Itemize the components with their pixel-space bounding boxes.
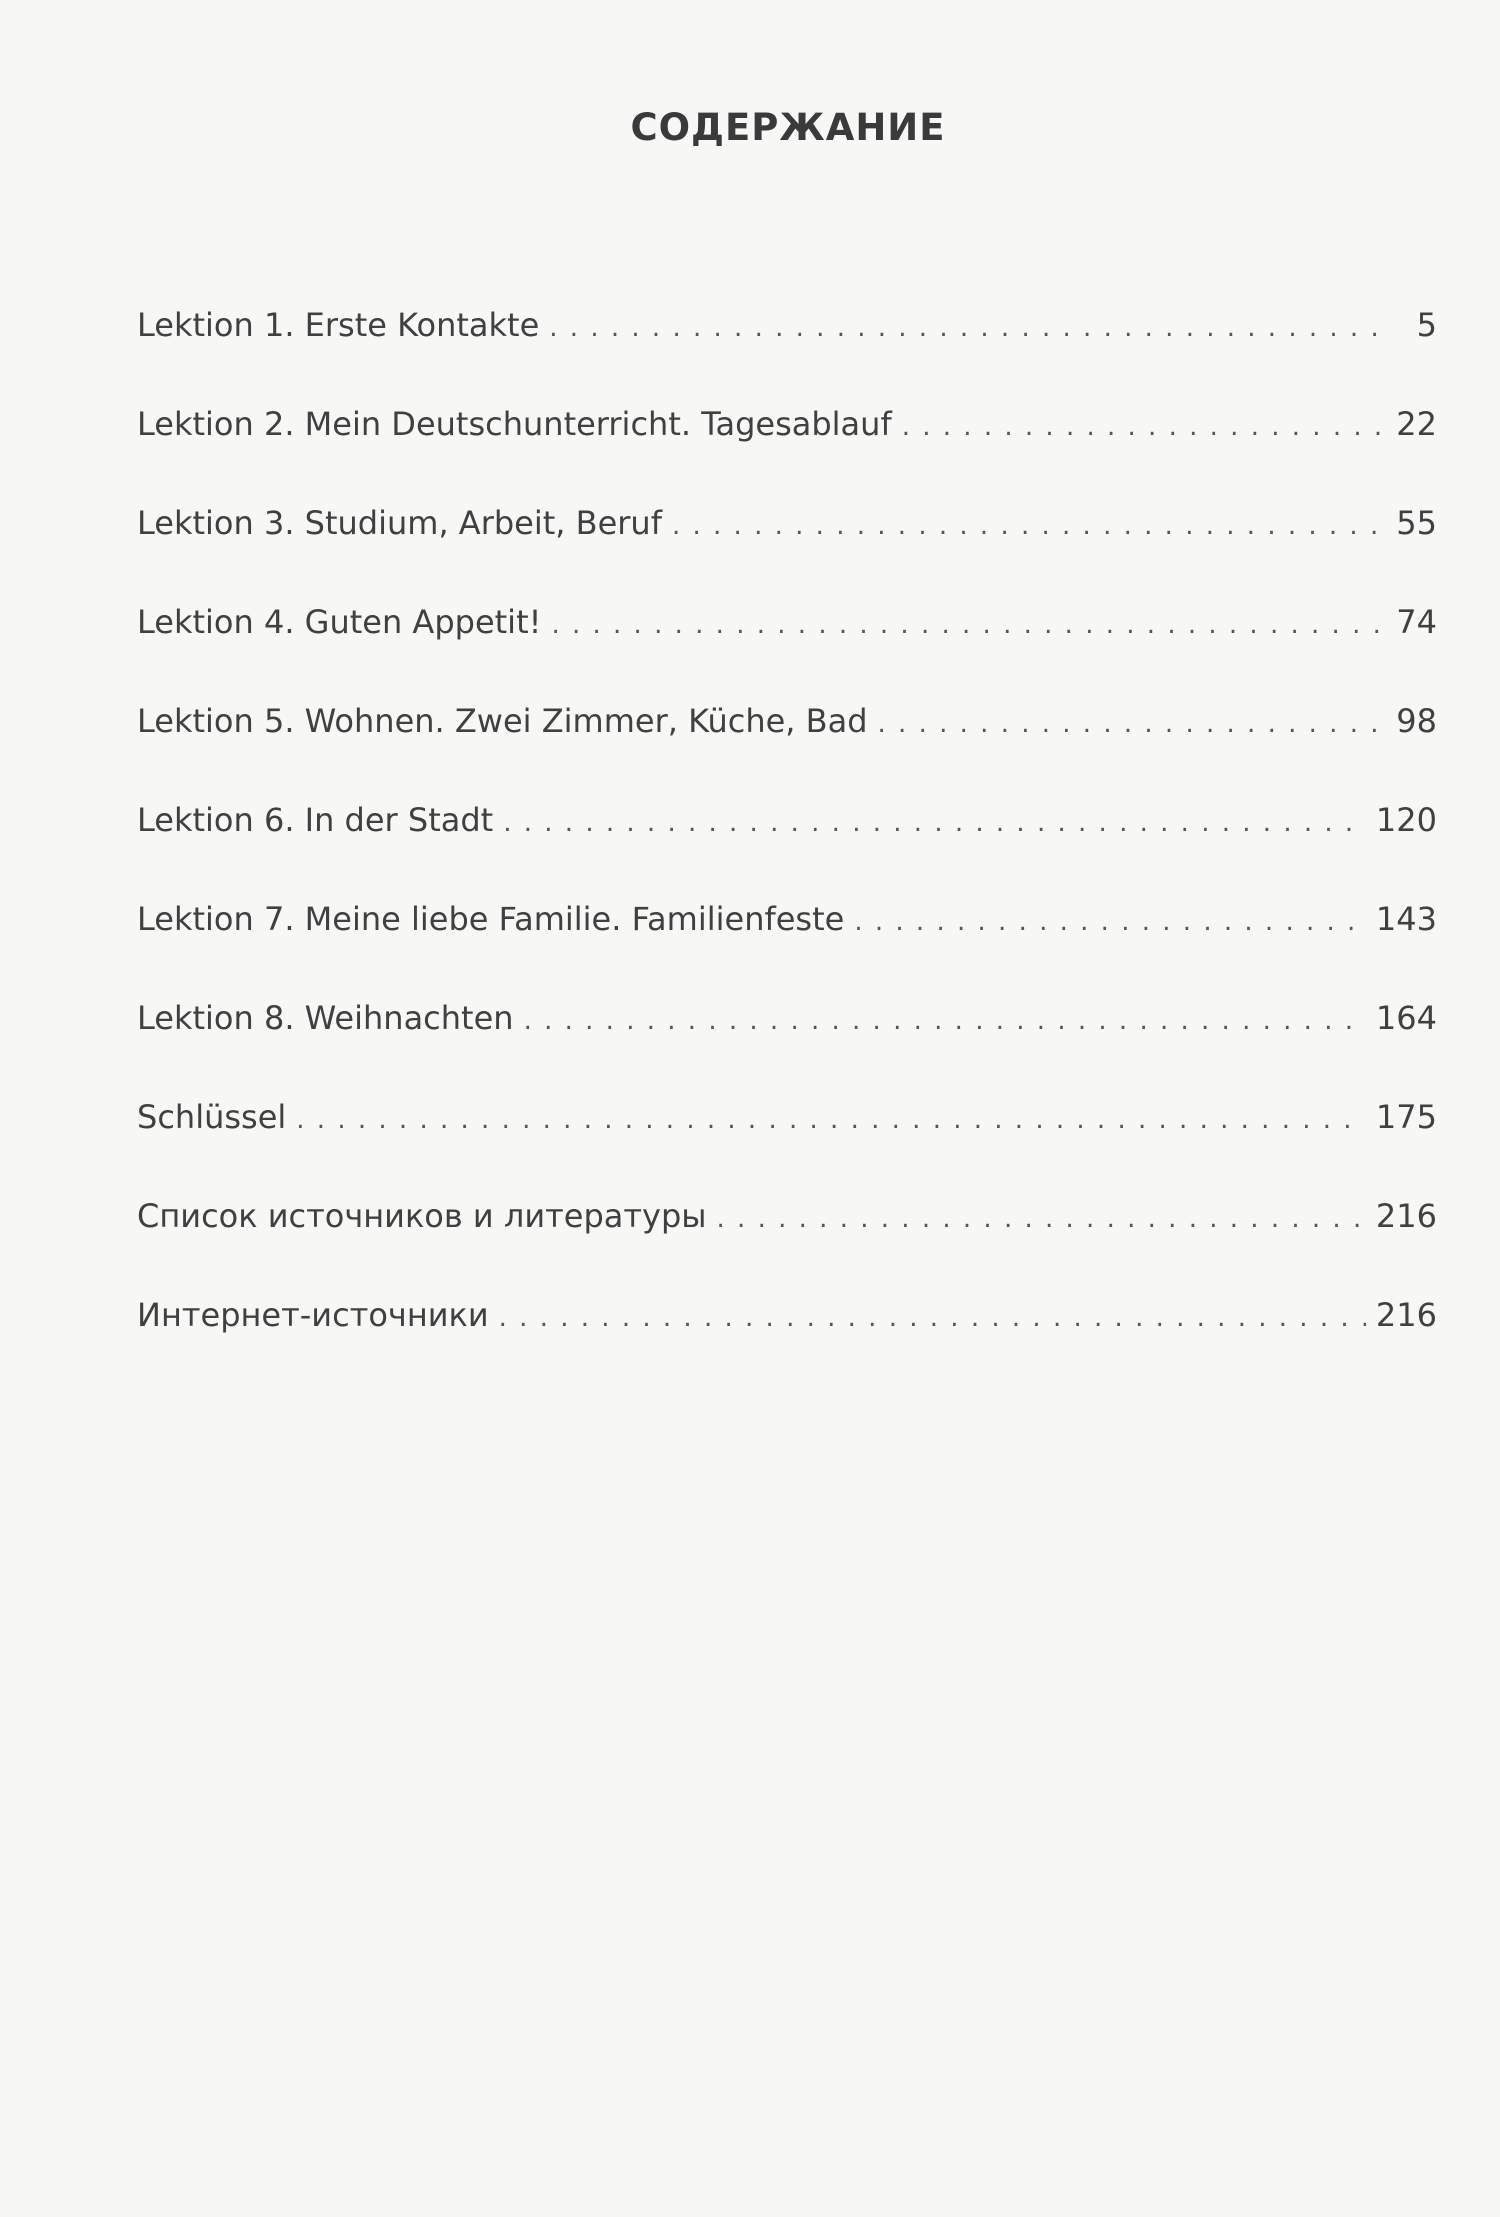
dot-leader: [549, 313, 1383, 343]
toc-entry-page-number: 5: [1416, 306, 1437, 344]
toc-entry: [137, 306, 1437, 405]
dot-leader: [672, 511, 1383, 541]
toc-entry-title: Lektion 1. Erste Kontakte: [137, 306, 540, 344]
dot-leader: [296, 1105, 1366, 1135]
dot-leader: [524, 1006, 1366, 1036]
dot-leader: [717, 1204, 1366, 1234]
page-title: СОДЕРЖАНИЕ: [630, 106, 946, 149]
toc-entry-title: Lektion 4. Guten Appetit!: [137, 603, 542, 641]
toc-entry: [137, 900, 1437, 999]
toc-entry-page-number: 143: [1375, 900, 1437, 938]
toc-entry-title: Schlüssel: [137, 1098, 287, 1136]
toc-entry: [137, 999, 1437, 1098]
toc-entry-page-number: 98: [1396, 702, 1437, 740]
toc-entry-page-number: 74: [1396, 603, 1437, 641]
toc-entry-title: Интернет-источники: [137, 1296, 489, 1334]
table-of-contents: [137, 306, 1437, 1395]
toc-entry: [137, 603, 1437, 702]
toc-entry-title: Lektion 3. Studium, Arbeit, Beruf: [137, 504, 662, 542]
toc-entry: [137, 801, 1437, 900]
toc-entry-page-number: 120: [1375, 801, 1437, 839]
toc-entry-page-number: 216: [1375, 1296, 1437, 1334]
toc-entry: [137, 702, 1437, 801]
toc-entry-page-number: 22: [1396, 405, 1437, 443]
dot-leader: [854, 907, 1366, 937]
toc-entry-page-number: 216: [1375, 1197, 1437, 1235]
toc-entry: [137, 504, 1437, 603]
toc-entry: [137, 1098, 1437, 1197]
dot-leader: [902, 412, 1383, 442]
toc-entry-title: Lektion 6. In der Stadt: [137, 801, 494, 839]
toc-entry-title: Lektion 5. Wohnen. Zwei Zimmer, Küche, Bad: [137, 702, 868, 740]
dot-leader: [503, 808, 1366, 838]
toc-entry-page-number: 164: [1375, 999, 1437, 1037]
toc-entry-title: Список источников и литературы: [137, 1197, 707, 1235]
dot-leader: [551, 610, 1383, 640]
toc-entry: [137, 1197, 1437, 1296]
toc-entry-page-number: 55: [1396, 504, 1437, 542]
toc-entry-title: Lektion 2. Mein Deutschunterricht. Tagesablauf: [137, 405, 892, 443]
dot-leader: [878, 709, 1383, 739]
toc-entry-page-number: 175: [1375, 1098, 1437, 1136]
toc-entry-title: Lektion 7. Meine liebe Familie. Familienfeste: [137, 900, 845, 938]
toc-entry: [137, 405, 1437, 504]
dot-leader: [499, 1303, 1366, 1333]
toc-entry: [137, 1296, 1437, 1395]
toc-entry-title: Lektion 8. Weihnachten: [137, 999, 514, 1037]
